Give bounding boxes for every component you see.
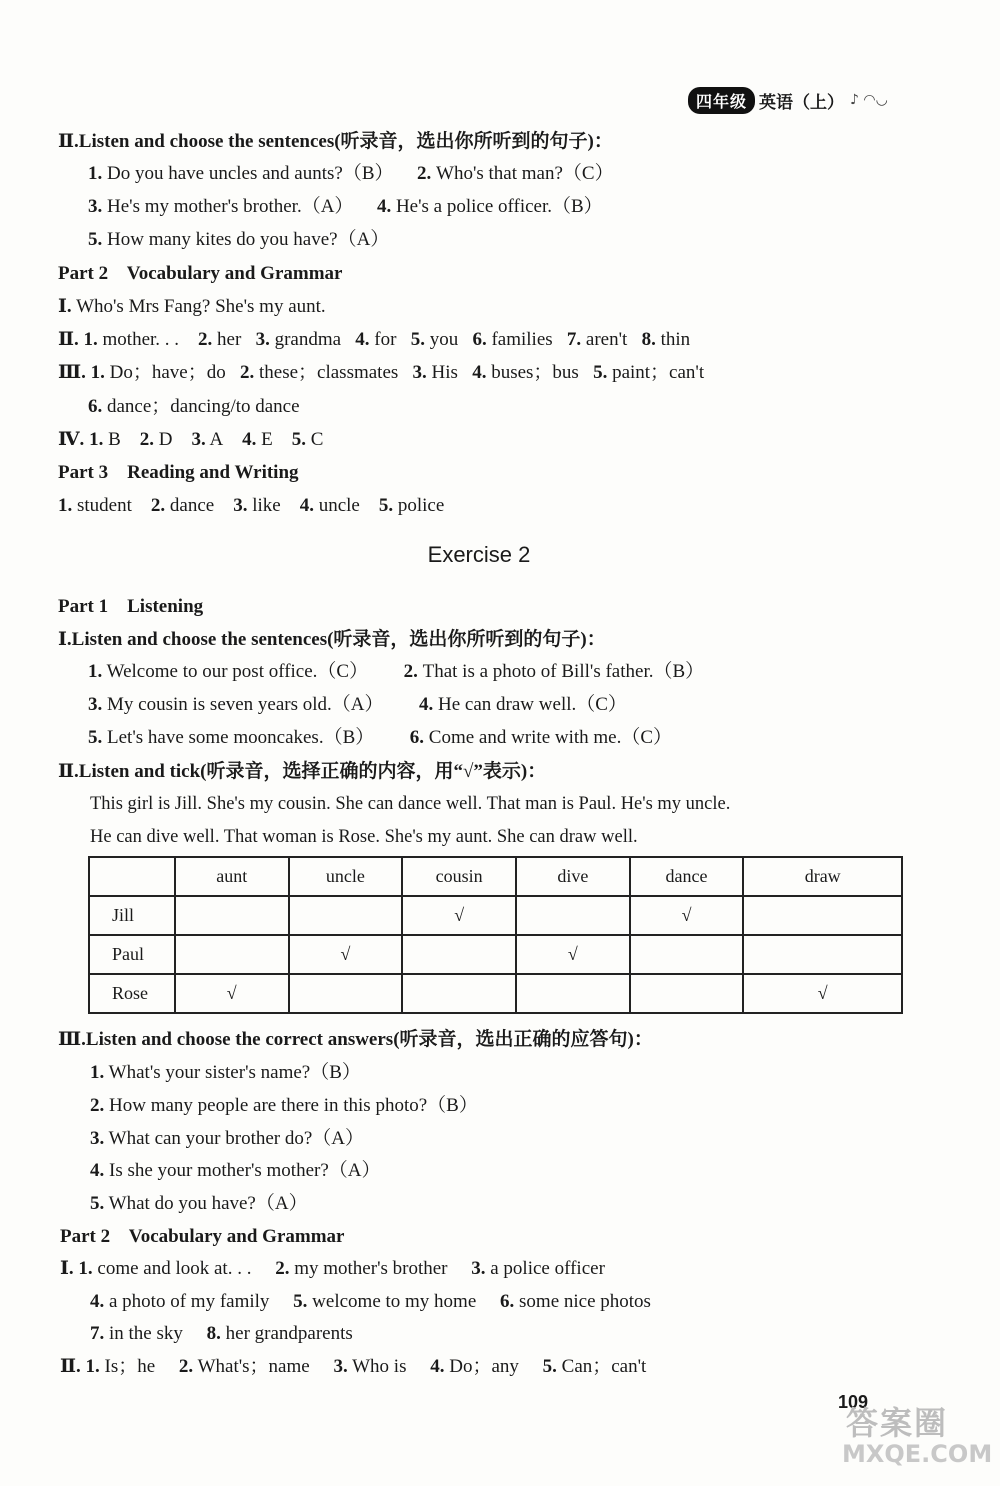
row-label: Rose — [89, 974, 175, 1013]
tick-cell — [289, 896, 403, 935]
answer-line: Ⅳ. 1. B 2. D 3. A 4. E 5. C — [58, 429, 324, 450]
tick-cell — [402, 974, 516, 1013]
tick-cell: √ — [743, 974, 902, 1013]
part-heading: Part 3 Reading and Writing — [58, 462, 299, 483]
passage-line: This girl is Jill. She's my cousin. She can dance well. That man is Paul. He's my uncle. — [90, 794, 731, 814]
table-header-cell: dive — [516, 857, 630, 896]
table-header-cell: cousin — [402, 857, 516, 896]
header-decoration-icon: ♪ ◠◡ — [850, 92, 888, 108]
watermark-cn: 答案圈 — [846, 1404, 949, 1442]
page-header — [688, 86, 888, 114]
tick-cell — [743, 935, 902, 974]
tick-cell — [175, 896, 289, 935]
answer-line: 4. a photo of my family 5. welcome to my home 6. some nice photos — [90, 1291, 651, 1312]
row-label: Jill — [89, 896, 175, 935]
answer-line: 3. What can your brother do?（A） — [90, 1128, 365, 1149]
tick-cell: √ — [516, 935, 630, 974]
answer-line: 1. Do you have uncles and aunts?（B） 2. Who's that man?（C） — [88, 163, 614, 184]
answer-line: 1. student 2. dance 3. like 4. uncle 5. police — [58, 495, 445, 516]
answer-line: 3. My cousin is seven years old.（A） 4. He can draw well.（C） — [88, 694, 627, 715]
table-header-cell: draw — [743, 857, 902, 896]
answer-line: 5. Let's have some mooncakes.（B） 6. Come and write with me.（C） — [88, 727, 673, 748]
tick-cell — [175, 935, 289, 974]
tick-cell — [516, 974, 630, 1013]
tick-cell — [743, 896, 902, 935]
answer-line: 5. What do you have?（A） — [90, 1193, 308, 1214]
table-header-cell: uncle — [289, 857, 403, 896]
table-header-cell — [89, 857, 175, 896]
answer-line: 3. He's my mother's brother.（A） 4. He's a police officer.（B） — [88, 196, 603, 217]
tick-cell: √ — [175, 974, 289, 1013]
table-header-row — [89, 857, 902, 896]
part-heading: Part 2 Vocabulary and Grammar — [58, 263, 343, 284]
grade-badge: 四年级 — [688, 87, 755, 114]
table-row — [89, 935, 902, 974]
answer-line: 6. dance；dancing/to dance — [88, 396, 300, 417]
tick-cell — [630, 935, 744, 974]
tick-cell — [630, 974, 744, 1013]
answer-line: 5. How many kites do you have?（A） — [88, 229, 390, 250]
page-number: 109 — [838, 1392, 869, 1412]
section-heading: Ⅱ.Listen and tick(听录音，选择正确的内容，用“√”表示)： — [58, 761, 547, 782]
answer-line: Ⅱ. 1. mother. . . 2. her 3. grandma 4. for 5. you 6. families 7. aren't 8. thin — [58, 329, 691, 350]
answer-line: 7. in the sky 8. her grandparents — [90, 1323, 353, 1344]
answer-line: Ⅱ. 1. Is；he 2. What's；name 3. Who is 4. Do；any 5. Can；can't — [60, 1356, 647, 1377]
section-heading: Ⅲ.Listen and choose the correct answers(听录音，选出正确的应答句)： — [58, 1029, 653, 1050]
tick-cell — [516, 896, 630, 935]
exercise-title: Exercise 2 — [427, 542, 531, 567]
tick-cell: √ — [289, 935, 403, 974]
row-label: Paul — [89, 935, 175, 974]
answer-line: Ⅰ. Who's Mrs Fang? She's my aunt. — [58, 296, 326, 317]
answer-line: 1. What's your sister's name?（B） — [90, 1062, 361, 1083]
section-heading: Ⅰ.Listen and choose the sentences(听录音，选出你所听到的句子)： — [58, 629, 606, 650]
table-header-cell: dance — [630, 857, 744, 896]
table-header-cell: aunt — [175, 857, 289, 896]
part-heading: Part 1 Listening — [58, 596, 204, 617]
watermark-logo — [842, 1398, 993, 1474]
subject-label: 英语（上） — [759, 92, 845, 113]
tick-table — [88, 856, 903, 1014]
answer-line: Ⅰ. 1. come and look at. . . 2. my mother's brother 3. a police officer — [60, 1258, 605, 1279]
part-heading: Part 2 Vocabulary and Grammar — [60, 1226, 345, 1247]
tick-cell — [402, 935, 516, 974]
tick-cell: √ — [630, 896, 744, 935]
answer-line: 4. Is she your mother's mother?（A） — [90, 1160, 381, 1181]
tick-cell — [289, 974, 403, 1013]
answer-line: 1. Welcome to our post office.（C） 2. That is a photo of Bill's father.（B） — [88, 661, 705, 682]
passage-line: He can dive well. That woman is Rose. She's my aunt. She can draw well. — [90, 827, 638, 847]
watermark-en: MXQE.COM — [842, 1440, 993, 1468]
section-heading: Ⅱ.Listen and choose the sentences(听录音，选出你所听到的句子)： — [58, 131, 613, 152]
answer-line: Ⅲ. 1. Do；have；do 2. these；classmates 3. His 4. buses；bus 5. paint；can't — [58, 362, 705, 383]
table-row — [89, 896, 902, 935]
tick-cell: √ — [402, 896, 516, 935]
table-row — [89, 974, 902, 1013]
answer-line: 2. How many people are there in this photo?（B） — [90, 1095, 478, 1116]
